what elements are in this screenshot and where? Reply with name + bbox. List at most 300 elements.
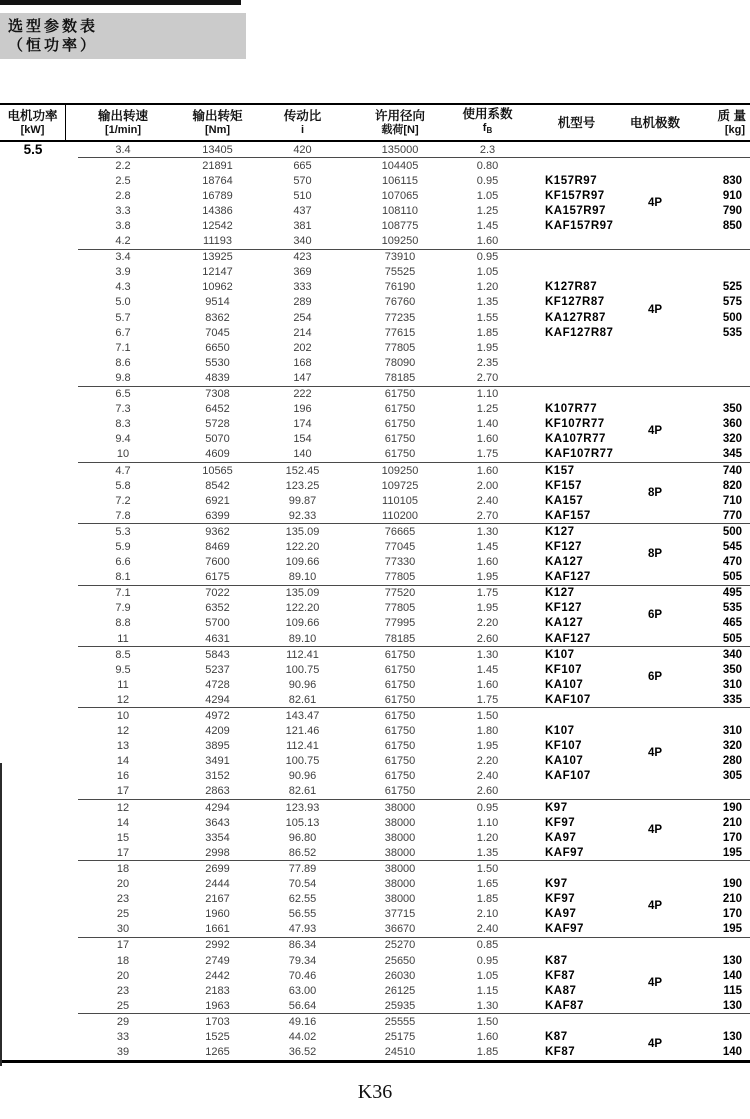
page-title-line2: （恒功率） bbox=[8, 37, 99, 54]
cell-ratio: 222 bbox=[293, 388, 312, 401]
motor-poles-value: 8P bbox=[647, 547, 663, 560]
cell-radial-load: 77235 bbox=[384, 311, 416, 324]
column-header-output-speed: 输出转速 [1/min] bbox=[97, 108, 148, 136]
cell-service-factor: 1.60 bbox=[476, 433, 499, 446]
cell-service-factor: 1.15 bbox=[476, 984, 499, 997]
table-row-group bbox=[0, 586, 750, 646]
cell-service-factor: 1.50 bbox=[476, 710, 499, 723]
cell-output-speed: 8.5 bbox=[115, 648, 131, 661]
cell-output-torque: 1661 bbox=[205, 923, 230, 936]
table-row bbox=[0, 784, 750, 799]
cell-mass: 535 bbox=[722, 326, 742, 339]
table-row bbox=[0, 708, 750, 723]
cell-service-factor: 1.60 bbox=[476, 1030, 499, 1043]
cell-mass: 500 bbox=[722, 311, 742, 324]
cell-output-torque: 7022 bbox=[205, 587, 230, 600]
cell-radial-load: 61750 bbox=[384, 648, 416, 661]
cell-model: KAF97 bbox=[545, 846, 584, 859]
cell-ratio: 123.93 bbox=[285, 801, 320, 814]
cell-mass: 320 bbox=[722, 740, 742, 753]
cell-service-factor: 1.75 bbox=[476, 693, 499, 706]
cell-model: KA107 bbox=[545, 678, 584, 691]
cell-model: KAF127 bbox=[545, 632, 591, 645]
cell-output-torque: 12542 bbox=[202, 220, 233, 233]
cell-mass: 830 bbox=[722, 174, 742, 187]
cell-model: KF87 bbox=[545, 969, 576, 982]
cell-output-speed: 11 bbox=[117, 678, 129, 691]
cell-output-speed: 5.0 bbox=[115, 296, 131, 309]
cell-radial-load: 26125 bbox=[384, 984, 416, 997]
cell-model: KAF127 bbox=[545, 571, 591, 584]
cell-service-factor: 1.85 bbox=[476, 326, 499, 339]
cell-radial-load: 25650 bbox=[384, 954, 416, 967]
cell-service-factor: 1.65 bbox=[476, 878, 499, 891]
cell-output-torque: 12147 bbox=[202, 266, 233, 279]
cell-service-factor: 1.45 bbox=[476, 663, 499, 676]
cell-output-torque: 1525 bbox=[205, 1030, 230, 1043]
table-row bbox=[0, 447, 750, 462]
cell-output-torque: 6921 bbox=[205, 494, 230, 507]
cell-ratio: 122.20 bbox=[285, 602, 320, 615]
cell-mass: 345 bbox=[722, 448, 742, 461]
table-row bbox=[0, 922, 750, 937]
cell-service-factor: 2.00 bbox=[476, 479, 499, 492]
table-row bbox=[0, 800, 750, 815]
cell-output-speed: 7.9 bbox=[115, 602, 131, 615]
table-row-group bbox=[0, 1014, 750, 1059]
cell-ratio: 56.55 bbox=[288, 908, 317, 921]
cell-model: K87 bbox=[545, 954, 568, 967]
cell-model: K127 bbox=[545, 587, 575, 600]
cell-model: KF127 bbox=[545, 602, 583, 615]
cell-radial-load: 76760 bbox=[384, 296, 416, 309]
cell-model: KF157R97 bbox=[545, 189, 605, 202]
table-row bbox=[0, 861, 750, 876]
table-row bbox=[0, 631, 750, 646]
cell-ratio: 100.75 bbox=[285, 663, 320, 676]
cell-radial-load: 36670 bbox=[384, 923, 416, 936]
cell-output-speed: 7.8 bbox=[115, 509, 131, 522]
cell-radial-load: 38000 bbox=[384, 878, 416, 891]
cell-ratio: 86.34 bbox=[288, 939, 317, 952]
cell-output-speed: 17 bbox=[116, 939, 130, 952]
cell-mass: 850 bbox=[722, 220, 742, 233]
cell-mass: 170 bbox=[722, 908, 742, 921]
cell-mass: 190 bbox=[722, 878, 742, 891]
table-body bbox=[0, 142, 750, 1060]
cell-service-factor: 0.95 bbox=[476, 954, 499, 967]
cell-ratio: 168 bbox=[293, 356, 312, 369]
cell-output-torque: 3643 bbox=[205, 816, 230, 829]
cell-output-speed: 2.5 bbox=[115, 174, 131, 187]
cell-service-factor: 2.3 bbox=[479, 143, 496, 156]
cell-radial-load: 25555 bbox=[384, 1015, 416, 1028]
cell-service-factor: 0.95 bbox=[476, 801, 499, 814]
cell-ratio: 44.02 bbox=[288, 1030, 317, 1043]
cell-ratio: 109.66 bbox=[285, 556, 320, 569]
cell-model: KAF87 bbox=[545, 999, 584, 1012]
table-row-group bbox=[0, 463, 750, 523]
table-row bbox=[0, 402, 750, 417]
cell-output-speed: 2.8 bbox=[115, 189, 131, 202]
cell-mass: 350 bbox=[722, 403, 742, 416]
cell-model: K157 bbox=[545, 464, 575, 477]
table-bottom-border bbox=[0, 1060, 750, 1063]
cell-radial-load: 24510 bbox=[384, 1046, 416, 1059]
cell-mass: 280 bbox=[722, 755, 742, 768]
cell-ratio: 369 bbox=[293, 266, 312, 279]
cell-model: KAF97 bbox=[545, 923, 584, 936]
cell-ratio: 381 bbox=[293, 220, 312, 233]
cell-radial-load: 38000 bbox=[384, 862, 416, 875]
cell-ratio: 423 bbox=[293, 251, 312, 264]
cell-output-speed: 7.2 bbox=[115, 494, 131, 507]
cell-radial-load: 104405 bbox=[381, 159, 419, 172]
cell-ratio: 86.52 bbox=[288, 846, 317, 859]
cell-output-speed: 17 bbox=[116, 846, 130, 859]
cell-ratio: 196 bbox=[293, 403, 312, 416]
cell-output-torque: 2863 bbox=[205, 785, 230, 798]
cell-output-torque: 3152 bbox=[205, 770, 230, 783]
cell-output-torque: 4631 bbox=[205, 632, 230, 645]
cell-mass: 495 bbox=[722, 587, 742, 600]
cell-ratio: 289 bbox=[293, 296, 312, 309]
cell-output-speed: 7.1 bbox=[115, 587, 131, 600]
cell-mass: 210 bbox=[722, 893, 742, 906]
cell-radial-load: 109250 bbox=[381, 235, 419, 248]
cell-output-speed: 4.3 bbox=[115, 281, 131, 294]
cell-output-speed: 3.3 bbox=[115, 204, 131, 217]
cell-output-speed: 7.1 bbox=[115, 341, 131, 354]
cell-mass: 310 bbox=[722, 678, 742, 691]
cell-output-torque: 13925 bbox=[202, 251, 233, 264]
cell-radial-load: 77330 bbox=[384, 556, 416, 569]
cell-service-factor: 1.40 bbox=[476, 418, 499, 431]
cell-output-speed: 3.8 bbox=[115, 220, 131, 233]
table-row bbox=[0, 845, 750, 860]
column-header-service-factor: 使用系数 $f_B$ bbox=[462, 107, 513, 135]
cell-service-factor: 2.60 bbox=[476, 632, 499, 645]
cell-service-factor: 1.35 bbox=[476, 846, 499, 859]
cell-ratio: 140 bbox=[293, 448, 312, 461]
cell-service-factor: 1.30 bbox=[476, 525, 499, 538]
cell-model: KAF127R87 bbox=[545, 326, 614, 339]
cell-output-torque: 5070 bbox=[205, 433, 230, 446]
cell-radial-load: 61750 bbox=[384, 388, 416, 401]
cell-output-speed: 25 bbox=[116, 999, 130, 1012]
cell-ratio: 63.00 bbox=[288, 984, 317, 997]
cell-ratio: 90.96 bbox=[288, 678, 317, 691]
cell-service-factor: 1.60 bbox=[476, 678, 499, 691]
cell-service-factor: 2.20 bbox=[476, 617, 499, 630]
cell-mass: 545 bbox=[722, 540, 742, 553]
cell-output-torque: 3354 bbox=[205, 831, 230, 844]
cell-output-speed: 17 bbox=[116, 785, 130, 798]
cell-ratio: 254 bbox=[293, 311, 312, 324]
table-row bbox=[0, 325, 750, 340]
cell-output-speed: 14 bbox=[116, 755, 130, 768]
page-title-line1: 选型参数表 bbox=[8, 18, 99, 35]
cell-ratio: 77.89 bbox=[288, 862, 317, 875]
cell-model: KF97 bbox=[545, 816, 576, 829]
cell-radial-load: 61750 bbox=[384, 770, 416, 783]
cell-radial-load: 26030 bbox=[384, 969, 416, 982]
table-row-group bbox=[0, 647, 750, 707]
cell-mass: 340 bbox=[722, 648, 742, 661]
cell-service-factor: 1.95 bbox=[476, 602, 499, 615]
cell-model: KAF157R97 bbox=[545, 220, 614, 233]
cell-mass: 190 bbox=[722, 801, 742, 814]
cell-output-speed: 6.5 bbox=[115, 388, 131, 401]
column-header-poles: 电机极数 bbox=[629, 115, 680, 130]
cell-model: KA127R87 bbox=[545, 311, 606, 324]
cell-output-torque: 6352 bbox=[205, 602, 230, 615]
cell-radial-load: 76665 bbox=[384, 525, 416, 538]
motor-poles-value: 4P bbox=[647, 1037, 663, 1050]
cell-ratio: 47.93 bbox=[288, 923, 317, 936]
cell-ratio: 214 bbox=[293, 326, 312, 339]
cell-output-speed: 12 bbox=[116, 725, 130, 738]
table-row bbox=[0, 218, 750, 233]
table-row-group bbox=[0, 861, 750, 936]
cell-radial-load: 61750 bbox=[384, 785, 416, 798]
cell-service-factor: 1.75 bbox=[476, 587, 499, 600]
cell-ratio: 147 bbox=[293, 371, 312, 384]
table-row bbox=[0, 998, 750, 1013]
cell-radial-load: 25270 bbox=[384, 939, 416, 952]
cell-output-speed: 5.3 bbox=[115, 525, 131, 538]
cell-output-speed: 5.7 bbox=[115, 311, 131, 324]
cell-output-speed: 8.6 bbox=[115, 356, 131, 369]
table-row bbox=[0, 692, 750, 707]
cell-output-torque: 7308 bbox=[205, 388, 230, 401]
cell-model: K107 bbox=[545, 648, 575, 661]
table-row bbox=[0, 953, 750, 968]
cell-output-speed: 25 bbox=[116, 908, 130, 921]
cell-mass: 820 bbox=[722, 479, 742, 492]
cell-mass: 195 bbox=[722, 923, 742, 936]
cell-output-torque: 6650 bbox=[205, 341, 230, 354]
table-row-group bbox=[0, 524, 750, 584]
cell-output-speed: 4.2 bbox=[115, 235, 131, 248]
cell-model: KAF107 bbox=[545, 770, 591, 783]
cell-mass: 320 bbox=[722, 433, 742, 446]
cell-service-factor: 1.95 bbox=[476, 341, 499, 354]
cell-model: KA107 bbox=[545, 755, 584, 768]
cell-model: KF107 bbox=[545, 740, 583, 753]
cell-output-speed: 8.3 bbox=[115, 418, 131, 431]
table-row bbox=[0, 724, 750, 739]
cell-service-factor: 1.05 bbox=[476, 969, 499, 982]
cell-model: KA87 bbox=[545, 984, 577, 997]
cell-output-torque: 10565 bbox=[202, 464, 233, 477]
cell-radial-load: 106115 bbox=[382, 174, 418, 187]
cell-radial-load: 77805 bbox=[384, 341, 416, 354]
cell-service-factor: 1.85 bbox=[476, 1046, 499, 1059]
cell-ratio: 49.16 bbox=[288, 1015, 317, 1028]
motor-poles-value: 4P bbox=[647, 303, 663, 316]
column-header-radial-load: 许用径向 载荷[N] bbox=[374, 108, 425, 136]
cell-model: K87 bbox=[545, 1030, 568, 1043]
cell-output-speed: 23 bbox=[116, 984, 130, 997]
cell-radial-load: 61750 bbox=[384, 678, 416, 691]
cell-ratio: 89.10 bbox=[288, 632, 317, 645]
cell-model: K127R87 bbox=[545, 281, 598, 294]
cell-radial-load: 38000 bbox=[384, 801, 416, 814]
cell-service-factor: 1.60 bbox=[476, 235, 499, 248]
cell-output-torque: 5530 bbox=[205, 356, 230, 369]
cell-radial-load: 61750 bbox=[384, 710, 416, 723]
motor-poles-value: 8P bbox=[647, 486, 663, 499]
cell-model: K127 bbox=[545, 525, 575, 538]
cell-output-speed: 11 bbox=[117, 632, 129, 645]
cell-service-factor: 2.70 bbox=[476, 509, 499, 522]
cell-mass: 770 bbox=[722, 509, 742, 522]
cell-ratio: 154 bbox=[293, 433, 312, 446]
cell-output-speed: 2.2 bbox=[115, 159, 131, 172]
cell-service-factor: 1.95 bbox=[476, 740, 499, 753]
cell-service-factor: 1.10 bbox=[476, 816, 499, 829]
column-header-mass: 质 量 [kg] bbox=[717, 108, 746, 136]
cell-model: KA127 bbox=[545, 617, 584, 630]
cell-output-speed: 5.8 bbox=[115, 479, 131, 492]
cell-output-torque: 1703 bbox=[205, 1015, 230, 1028]
cell-service-factor: 2.10 bbox=[476, 908, 499, 921]
cell-model: KF107R77 bbox=[545, 418, 605, 431]
cell-mass: 710 bbox=[722, 494, 742, 507]
cell-output-torque: 1265 bbox=[205, 1046, 230, 1059]
cell-ratio: 109.66 bbox=[285, 617, 320, 630]
cell-radial-load: 108775 bbox=[381, 220, 419, 233]
cell-output-speed: 9.8 bbox=[115, 371, 131, 384]
cell-model: KAF107 bbox=[545, 693, 591, 706]
cell-mass: 500 bbox=[722, 525, 742, 538]
cell-service-factor: 1.55 bbox=[476, 311, 499, 324]
table-row bbox=[0, 265, 750, 280]
motor-poles-value: 6P bbox=[647, 670, 663, 683]
column-header-motor-power: 电机功率 [kW] bbox=[0, 105, 66, 140]
motor-poles-value: 4P bbox=[647, 425, 663, 438]
cell-output-torque: 2992 bbox=[205, 939, 230, 952]
cell-mass: 740 bbox=[722, 464, 742, 477]
cell-radial-load: 38000 bbox=[384, 816, 416, 829]
cell-output-torque: 2444 bbox=[205, 878, 230, 891]
cell-output-torque: 4839 bbox=[205, 371, 230, 384]
cell-output-torque: 5700 bbox=[205, 617, 230, 630]
cell-model: KAF157 bbox=[545, 509, 591, 522]
cell-service-factor: 1.80 bbox=[476, 725, 499, 738]
column-header-output-torque: 输出转矩 [Nm] bbox=[192, 108, 243, 136]
cell-output-torque: 2749 bbox=[205, 954, 230, 967]
cell-ratio: 82.61 bbox=[288, 785, 317, 798]
cell-output-torque: 4294 bbox=[205, 693, 230, 706]
cell-ratio: 36.52 bbox=[288, 1046, 317, 1059]
cell-radial-load: 61750 bbox=[384, 433, 416, 446]
cell-radial-load: 61750 bbox=[384, 740, 416, 753]
cell-ratio: 333 bbox=[293, 281, 312, 294]
cell-mass: 130 bbox=[722, 954, 742, 967]
cell-ratio: 100.75 bbox=[285, 755, 320, 768]
motor-power-value: 5.5 bbox=[23, 142, 43, 157]
cell-output-torque: 5237 bbox=[205, 663, 230, 676]
motor-poles-value: 4P bbox=[647, 196, 663, 209]
cell-service-factor: 0.80 bbox=[476, 159, 499, 172]
cell-output-speed: 14 bbox=[116, 816, 130, 829]
table-row bbox=[0, 340, 750, 355]
cell-radial-load: 110200 bbox=[382, 509, 418, 522]
motor-poles-value: 4P bbox=[647, 900, 663, 913]
table-row-group bbox=[0, 142, 750, 157]
cell-output-torque: 2183 bbox=[205, 984, 230, 997]
cell-service-factor: 1.05 bbox=[476, 266, 499, 279]
cell-output-speed: 9.4 bbox=[115, 433, 131, 446]
cell-radial-load: 38000 bbox=[384, 831, 416, 844]
cell-ratio: 96.80 bbox=[288, 831, 317, 844]
cell-ratio: 202 bbox=[293, 341, 312, 354]
cell-mass: 210 bbox=[722, 816, 742, 829]
cell-mass: 535 bbox=[722, 602, 742, 615]
cell-radial-load: 61750 bbox=[384, 663, 416, 676]
cell-output-speed: 4.7 bbox=[115, 464, 131, 477]
cell-service-factor: 0.95 bbox=[476, 174, 499, 187]
cell-service-factor: 2.40 bbox=[476, 923, 499, 936]
table-row bbox=[0, 877, 750, 892]
cell-mass: 790 bbox=[722, 204, 742, 217]
cell-output-torque: 8469 bbox=[205, 540, 230, 553]
cell-mass: 465 bbox=[722, 617, 742, 630]
motor-poles-value: 4P bbox=[647, 747, 663, 760]
cell-output-torque: 11193 bbox=[203, 235, 232, 248]
cell-output-torque: 2442 bbox=[205, 969, 230, 982]
cell-ratio: 70.46 bbox=[288, 969, 317, 982]
cell-service-factor: 1.85 bbox=[476, 893, 499, 906]
table-row bbox=[0, 463, 750, 478]
cell-mass: 350 bbox=[722, 663, 742, 676]
cell-output-speed: 10 bbox=[116, 448, 130, 461]
cell-output-speed: 6.6 bbox=[115, 556, 131, 569]
cell-ratio: 99.87 bbox=[288, 494, 317, 507]
cell-output-torque: 21891 bbox=[202, 159, 233, 172]
table-row bbox=[0, 280, 750, 295]
cell-output-speed: 3.4 bbox=[115, 251, 131, 264]
cell-mass: 115 bbox=[723, 984, 742, 997]
cell-output-torque: 1960 bbox=[205, 908, 230, 921]
cell-ratio: 121.46 bbox=[285, 725, 320, 738]
table-row bbox=[0, 570, 750, 585]
cell-radial-load: 77805 bbox=[384, 602, 416, 615]
cell-radial-load: 61750 bbox=[384, 448, 416, 461]
cell-radial-load: 37715 bbox=[384, 908, 416, 921]
cell-ratio: 135.09 bbox=[285, 525, 320, 538]
cell-mass: 360 bbox=[722, 418, 742, 431]
cell-radial-load: 38000 bbox=[384, 846, 416, 859]
cell-output-speed: 33 bbox=[116, 1030, 130, 1043]
table-row bbox=[0, 142, 750, 157]
table-row bbox=[0, 938, 750, 953]
table-row bbox=[0, 234, 750, 249]
cell-radial-load: 109250 bbox=[381, 464, 419, 477]
cell-output-torque: 3895 bbox=[205, 740, 230, 753]
cell-ratio: 89.10 bbox=[288, 571, 317, 584]
cell-radial-load: 77045 bbox=[384, 540, 416, 553]
cell-output-torque: 7600 bbox=[205, 556, 230, 569]
top-bar bbox=[0, 0, 241, 5]
cell-radial-load: 107065 bbox=[381, 189, 419, 202]
cell-mass: 505 bbox=[722, 571, 742, 584]
motor-poles-value: 4P bbox=[647, 823, 663, 836]
cell-ratio: 62.55 bbox=[288, 893, 317, 906]
cell-ratio: 123.25 bbox=[285, 479, 320, 492]
